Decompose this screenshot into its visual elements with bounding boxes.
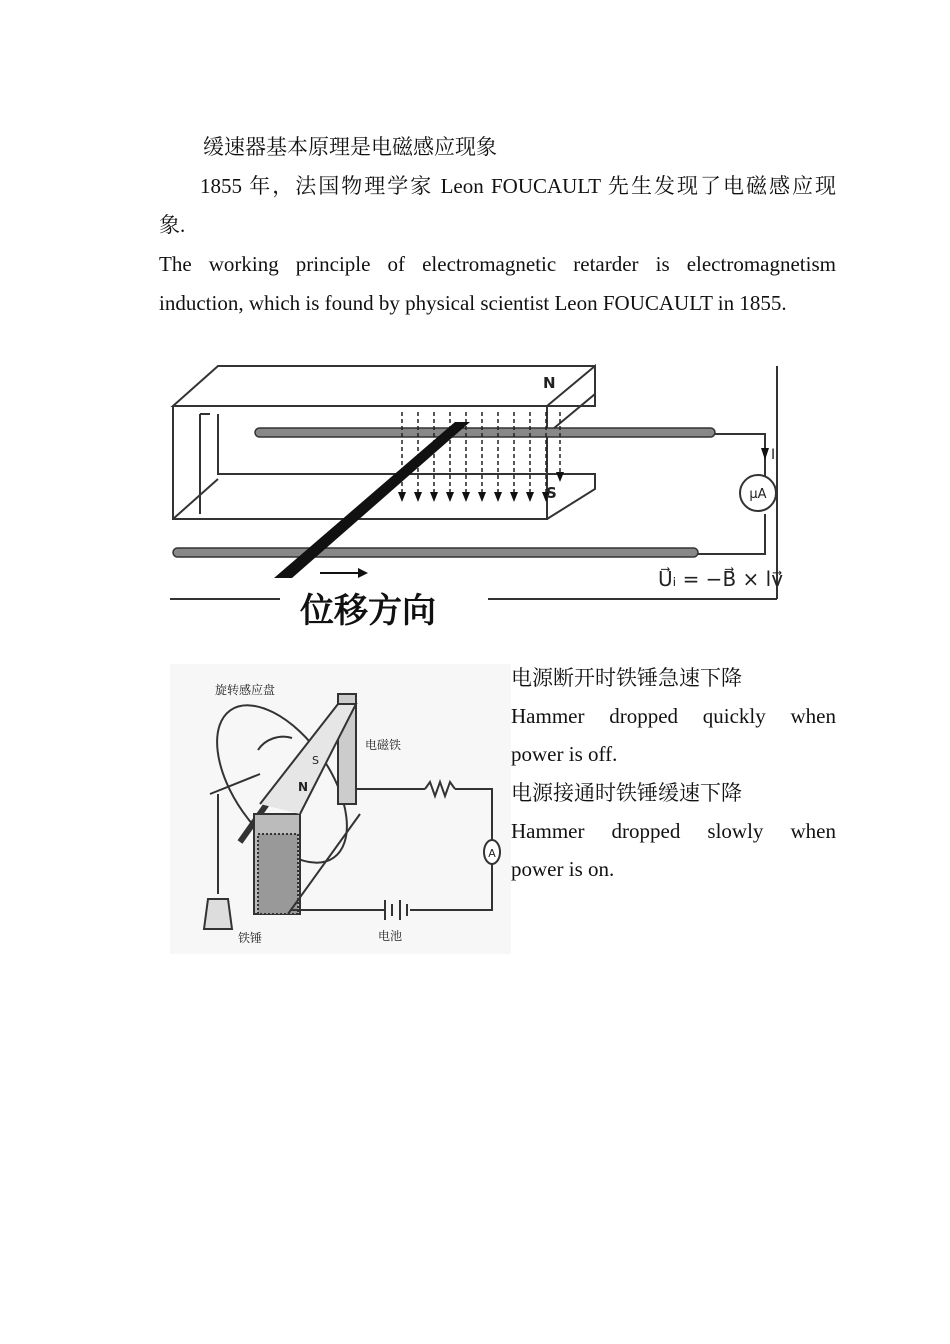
hammer-label: 铁锤 bbox=[238, 931, 263, 945]
disc-label: 旋转感应盘 bbox=[215, 683, 276, 697]
ammeter-label: A bbox=[488, 847, 496, 860]
current-label: I bbox=[771, 447, 776, 463]
english-line2: induction, which is found by physical scientist Leon FOUCAULT in 1855. bbox=[159, 291, 787, 315]
pole-s-label: S bbox=[312, 754, 319, 767]
pole-south-label: S bbox=[546, 484, 557, 502]
english-line1: The working principle of electromagnetic retarder is electromagnetism bbox=[159, 252, 836, 276]
electromagnet-label: 电磁铁 bbox=[365, 738, 402, 752]
history-cn-line1: 1855 年，法国物理学家 Leon FOUCAULT 先生发现了电磁感应现 bbox=[200, 174, 836, 198]
pole-n-label: N bbox=[298, 780, 309, 794]
history-cn-line2: 象. bbox=[159, 213, 186, 237]
power-on-cn: 电源接通时铁锤缓速下降 bbox=[511, 781, 742, 805]
power-off-en-line2: power is off. bbox=[511, 742, 618, 766]
hammer-experiment-diagram bbox=[170, 664, 511, 954]
power-on-en-line1: Hammer dropped slowly when bbox=[511, 819, 836, 843]
heading-cn: 缓速器基本原理是电磁感应现象 bbox=[203, 135, 497, 159]
meter-label: μA bbox=[749, 487, 767, 502]
direction-label: 位移方向 bbox=[300, 591, 436, 631]
induction-diagram bbox=[170, 364, 785, 634]
formula: U⃗ᵢ = −B⃗ × lv⃗ bbox=[658, 567, 784, 591]
power-on-en-line2: power is on. bbox=[511, 857, 615, 881]
pole-north-label: N bbox=[543, 374, 556, 392]
power-off-cn: 电源断开时铁锤急速下降 bbox=[511, 666, 742, 690]
power-off-en-line1: Hammer dropped quickly when bbox=[511, 704, 836, 728]
battery-label: 电池 bbox=[378, 929, 403, 943]
